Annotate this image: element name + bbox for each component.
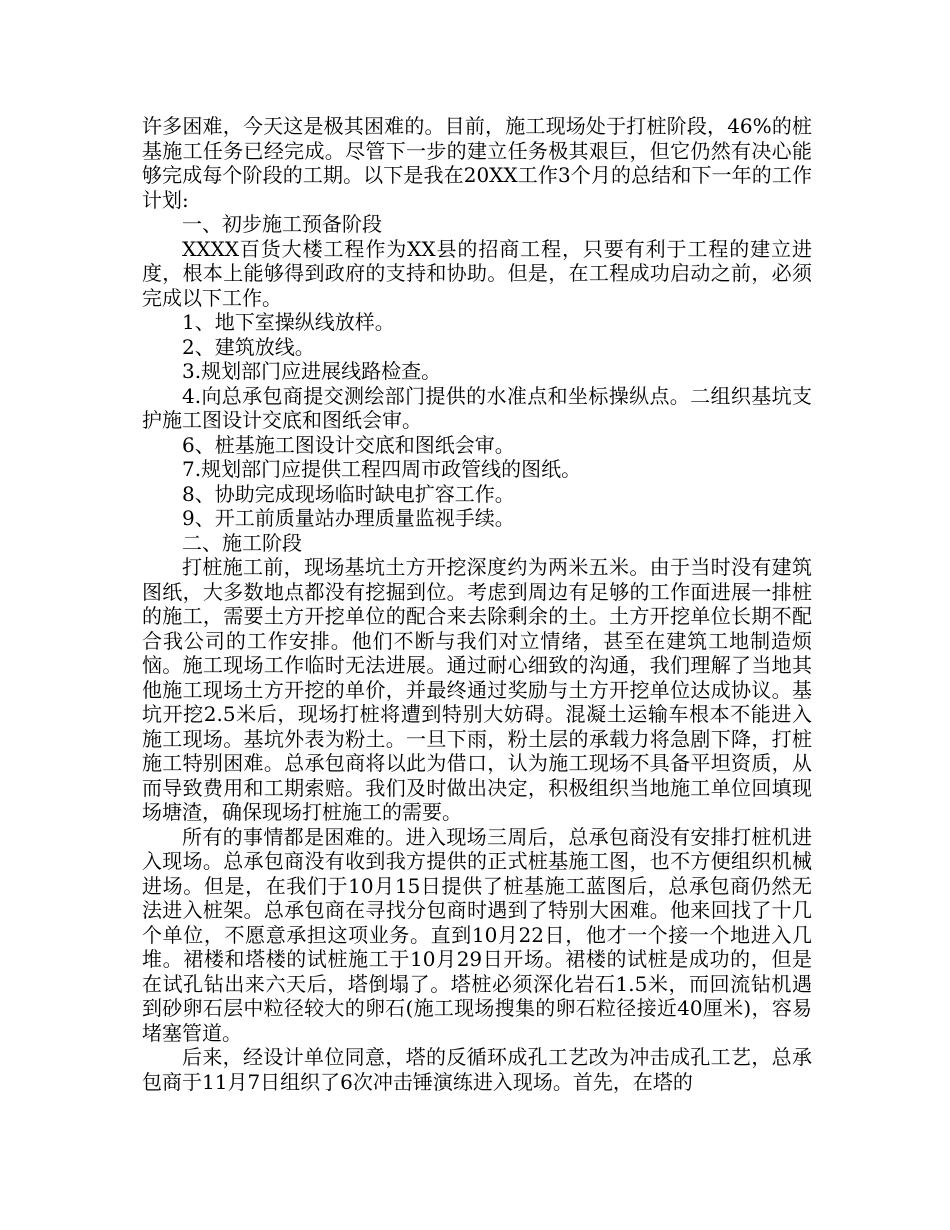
section-heading-preparation: 一、初步施工预备阶段: [182, 212, 382, 236]
list-item: 6、桩基施工图设计交底和图纸会审。: [182, 432, 515, 457]
list-item: 9、开工前质量站办理质量监视手续。: [182, 506, 515, 530]
list-item: 8、协助完成现场临时缺电扩容工作。: [182, 481, 515, 506]
list-item: 7.规划部门应提供工程四周市政管线的图纸。: [182, 457, 582, 481]
list-item: 4.向总承包商提交测绘部门提供的水准点和坐标操纵点。二组织基坑支护施工图设计交底和图纸会审。: [142, 383, 812, 432]
paragraph-later: 后来，经设计单位同意，塔的反循环成孔工艺改为冲击成孔工艺，总承包商于11月7日组织了6次冲击锤演练进入现场。首先，在塔的: [142, 1045, 812, 1094]
list-item: 3.规划部门应进展线路检查。: [182, 359, 442, 383]
list-item: 1、地下室操纵线放样。: [182, 310, 395, 334]
paragraph-intro: 许多困难，今天这是极其困难的。目前，施工现场处于打桩阶段，46%的桩基施工任务已经完成。尽管下一步的建立任务极其艰巨，但它仍然有决心能够完成每个阶段的工期。以下是我在20XX工作3个月的总结和下一年的工作计划:: [142, 114, 812, 212]
list-item: 2、建筑放线。: [182, 334, 315, 359]
paragraph-pile-construction: 打桩施工前，现场基坑土方开挖深度约为两米五米。由于当时没有建筑图纸，大多数地点都没有挖掘到位。考虑到周边有足够的工作面进展一排桩的施工，需要土方开挖单位的配合来去除剩余的土。土方开挖单位长期不配合我公司的工作安排。他们不断与我们对立情绪，甚至在建筑工地制造烦恼。施工现场工作临时无法进展。通过耐心细致的沟通，我们理解了当地其他施工现场土方开挖的单价，并最终通过奖励与土方开挖单位达成协议。基坑开挖2.5米后，现场打桩将遭到特别大妨碍。混凝土运输车根本不能进入施工现场。基坑外表为粉土。一旦下雨，粉土层的承载力将急剧下降，打桩施工特别困难。总承包商将以此为借口，认为施工现场不具备平坦资质，从而导致费用和工期索赔。我们及时做出决定，积极组织当地施工单位回填现场塘渣，确保现场打桩施工的需要。: [142, 555, 812, 824]
document-page: [142, 114, 812, 1094]
section-heading-construction: 二、施工阶段: [182, 530, 302, 555]
paragraph-preparation: XXXX百货大楼工程作为XX县的招商工程，只要有利于工程的建立进度，根本上能够得到政府的支持和协助。但是，在工程成功启动之前，必须完成以下工作。: [142, 236, 812, 310]
paragraph-difficulties: 所有的事情都是困难的。进入现场三周后，总承包商没有安排打桩机进入现场。总承包商没有收到我方提供的正式桩基施工图，也不方便组织机械进场。但是，在我们于10月15日提供了桩基施工蓝图后，总承包商仍然无法进入桩架。总承包商在寻找分包商时遇到了特别大困难。他来回找了十几个单位，不愿意承担这项业务。直到10月22日，他才一个接一个地进入几堆。裙楼和塔楼的试桩施工于10月29日开场。裙楼的试桩是成功的，但是在试孔钻出来六天后，塔倒塌了。塔桩必须深化岩石1.5米，而回流钻机遇到砂卵石层中粒径较大的卵石(施工现场搜集的卵石粒径接近40厘米)，容易堵塞管道。: [142, 824, 812, 1045]
